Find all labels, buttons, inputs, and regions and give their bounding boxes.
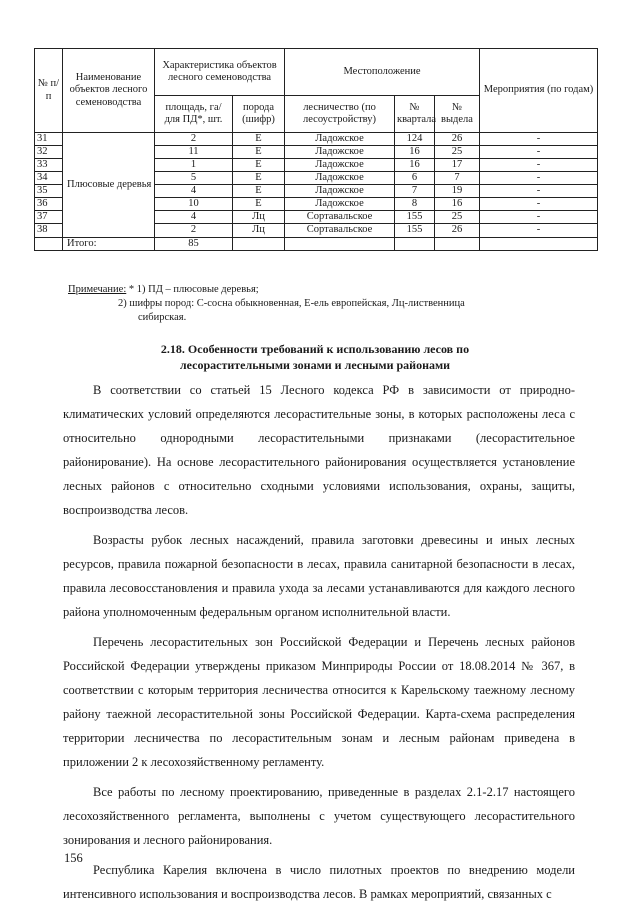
cell-species: Е	[233, 172, 285, 185]
cell-measures: -	[480, 133, 598, 146]
cell-quarter: 155	[395, 211, 435, 224]
section-heading	[80, 341, 550, 373]
cell-no: 33	[35, 159, 63, 172]
total-label: Итого:	[63, 237, 155, 250]
header-area: площадь, га/ для ПД*, шт.	[155, 96, 233, 133]
paragraph: Все работы по лесному проектированию, приведенные в разделах 2.1-2.17 настоящего лесохозяйственного регламента, выполнены с учетом существующего лесорастительного зонирования и лесного районирования.	[63, 785, 575, 847]
cell-forestry: Ладожское	[285, 146, 395, 159]
cell-area: 1	[155, 159, 233, 172]
cell-group-name: Плюсовые деревья	[63, 133, 155, 238]
header-plot: № выдела	[435, 96, 480, 133]
cell-area: 10	[155, 198, 233, 211]
cell-forestry: Ладожское	[285, 172, 395, 185]
cell-no: 38	[35, 224, 63, 237]
cell-empty	[480, 237, 598, 250]
header-location: Местоположение	[285, 49, 480, 96]
note-line-1: * 1) ПД – плюсовые деревья;	[126, 284, 259, 295]
cell-no: 37	[35, 211, 63, 224]
cell-empty	[35, 237, 63, 250]
cell-no: 32	[35, 146, 63, 159]
cell-measures: -	[480, 159, 598, 172]
cell-quarter: 16	[395, 159, 435, 172]
cell-quarter: 124	[395, 133, 435, 146]
cell-plot: 19	[435, 185, 480, 198]
header-measures: Мероприятия (по годам)	[480, 49, 598, 133]
page-number: 156	[64, 851, 83, 865]
cell-quarter: 8	[395, 198, 435, 211]
cell-plot: 16	[435, 198, 480, 211]
cell-area: 2	[155, 133, 233, 146]
cell-plot: 26	[435, 224, 480, 237]
cell-forestry: Ладожское	[285, 133, 395, 146]
cell-empty	[233, 237, 285, 250]
cell-plot: 25	[435, 211, 480, 224]
cell-measures: -	[480, 185, 598, 198]
paragraph: Возрасты рубок лесных насаждений, правила заготовки древесины и иных лесных ресурсов, правила пожарной безопасности в лесах, правила санитарной безопасности в лесах, правила лесовосстановления и правила ухода за лесами устанавливаются для каждого лесного района уполномоченным федеральным органом исполнительной власти.	[63, 533, 575, 619]
note-label: Примечание:	[68, 284, 127, 295]
cell-no: 31	[35, 133, 63, 146]
cell-species: Лц	[233, 224, 285, 237]
seed-objects-table	[34, 48, 598, 251]
cell-empty	[285, 237, 395, 250]
cell-no: 34	[35, 172, 63, 185]
cell-measures: -	[480, 224, 598, 237]
cell-quarter: 6	[395, 172, 435, 185]
cell-species: Е	[233, 133, 285, 146]
total-value: 85	[155, 237, 233, 250]
cell-area: 2	[155, 224, 233, 237]
header-forestry: лесничество (по лесоустройству)	[285, 96, 395, 133]
cell-area: 5	[155, 172, 233, 185]
cell-species: Е	[233, 146, 285, 159]
header-species: порода (шифр)	[233, 96, 285, 133]
cell-quarter: 16	[395, 146, 435, 159]
table-note	[68, 283, 568, 325]
cell-no: 36	[35, 198, 63, 211]
cell-forestry: Сортавальское	[285, 224, 395, 237]
cell-plot: 26	[435, 133, 480, 146]
cell-forestry: Ладожское	[285, 159, 395, 172]
paragraph: Перечень лесорастительных зон Российской Федерации и Перечень лесных районов Российской Федерации утверждены приказом Минприроды России от 18.08.2014 № 367, в соответствии с которым территория лесничества относится к Карельскому таежному лесному району таежной лесорастительной зоны Российской Федерации. Карта-схема распределения территории лесничества по лесорастительным зонам и лесным районам приведена в приложении 2 к лесохозяйственному регламенту.	[63, 635, 575, 769]
cell-species: Е	[233, 159, 285, 172]
cell-quarter: 7	[395, 185, 435, 198]
cell-area: 4	[155, 211, 233, 224]
cell-plot: 7	[435, 172, 480, 185]
cell-measures: -	[480, 211, 598, 224]
cell-species: Е	[233, 185, 285, 198]
header-characteristics: Характеристика объектов лесного семеноводства	[155, 49, 285, 96]
cell-measures: -	[480, 172, 598, 185]
heading-line-1: 2.18. Особенности требований к использованию лесов по	[160, 342, 470, 356]
heading-line-2: лесорастительными зонами и лесными районами	[179, 358, 451, 372]
table-row	[35, 133, 598, 146]
paragraph: Республика Карелия включена в число пилотных проектов по внедрению модели интенсивного использования и воспроизводства лесов. В рамках мероприятий, связанных с	[63, 863, 575, 901]
cell-quarter: 155	[395, 224, 435, 237]
header-quarter: № квартала	[395, 96, 435, 133]
header-name: Наименование объектов лесного семеноводства	[63, 49, 155, 133]
note-line-3: сибирская.	[138, 312, 187, 323]
note-line-2: 2) шифры пород: С-сосна обыкновенная, Е-ель европейская, Лц-лиственница	[118, 298, 465, 309]
header-no: № п/п	[35, 49, 63, 133]
cell-empty	[395, 237, 435, 250]
cell-plot: 25	[435, 146, 480, 159]
cell-no: 35	[35, 185, 63, 198]
paragraph: В соответствии со статьей 15 Лесного кодекса РФ в зависимости от природно-климатических условий определяются лесорастительные зоны, в которых расположены леса с относительно однородными лесорастительными признаками (лесорастительное районирование). На основе лесорастительного районирования осуществляется установление лесных районов с относительно сходными условиями использования, охраны, защиты, воспроизводства лесов.	[63, 383, 575, 517]
cell-forestry: Сортавальское	[285, 211, 395, 224]
cell-species: Лц	[233, 211, 285, 224]
cell-forestry: Ладожское	[285, 198, 395, 211]
cell-empty	[435, 237, 480, 250]
body-text	[63, 378, 575, 906]
cell-measures: -	[480, 198, 598, 211]
cell-measures: -	[480, 146, 598, 159]
total-row	[35, 237, 598, 250]
cell-species: Е	[233, 198, 285, 211]
cell-forestry: Ладожское	[285, 185, 395, 198]
cell-plot: 17	[435, 159, 480, 172]
cell-area: 11	[155, 146, 233, 159]
cell-area: 4	[155, 185, 233, 198]
